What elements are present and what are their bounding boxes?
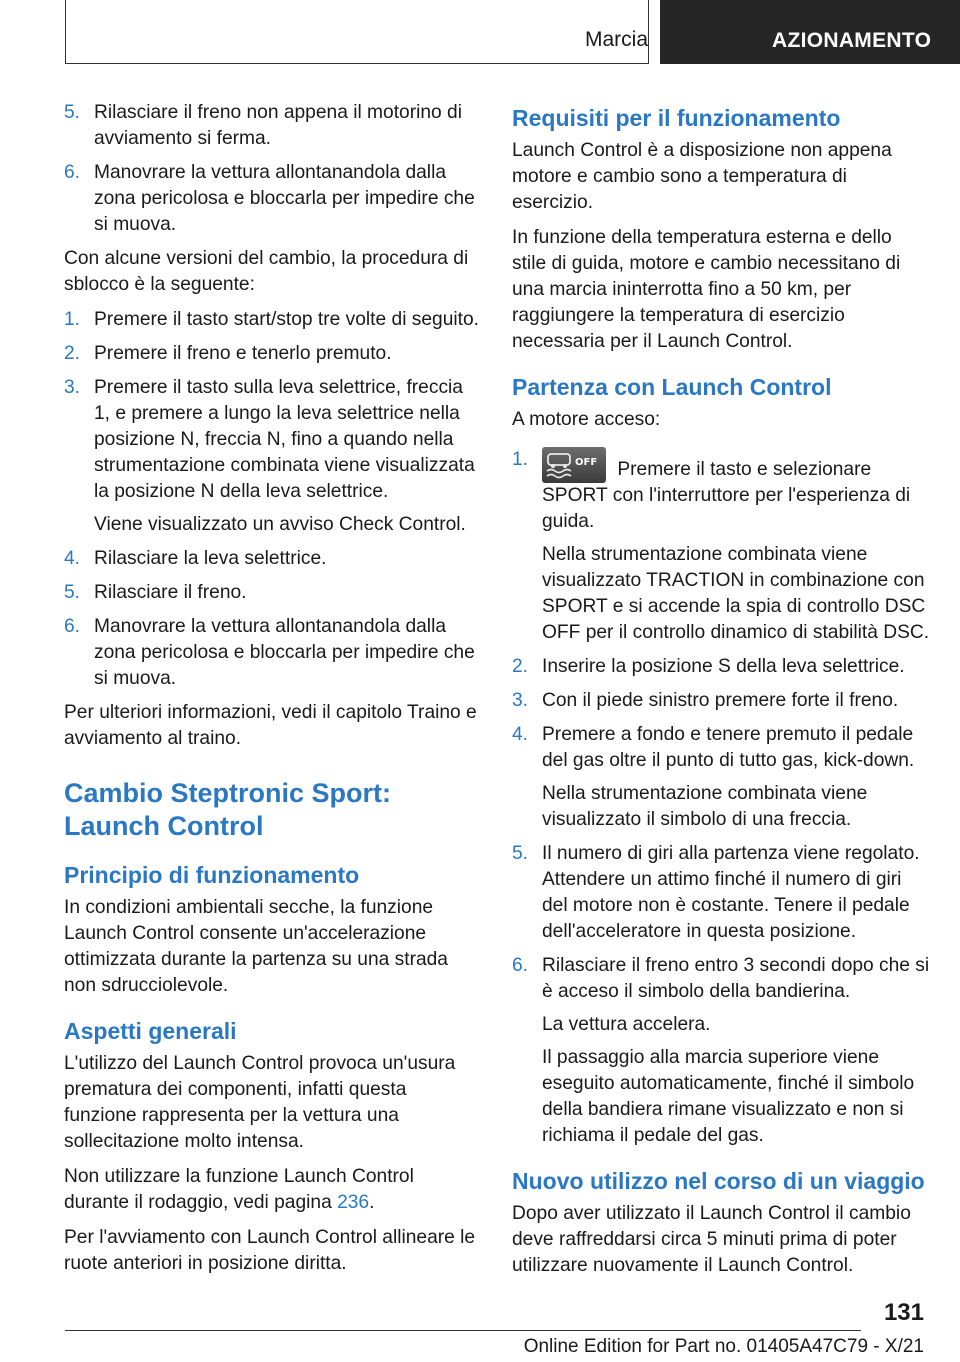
unlock-steps-list [64,307,482,692]
subsection-title: Partenza con Launch Control [512,374,832,400]
paragraph: In funzione della temperatura esterna e dello stile di guida, motore e cambio necessitano di una marcia ininterrotta fino a 50 km, per raggiungere la temperatura di esercizio necessaria per il Launch Control. [512,227,901,352]
paragraph: Launch Control è a disposizione non appena motore e cambio sono a temperatura di esercizio. [512,140,892,213]
paragraph: L'utilizzo del Launch Control provoca un'usura prematura dei componenti, infatti questa funzione rappresenta per la vettura una sollecitazione molto intensa. [64,1053,456,1152]
list-item: 1. OFF Premere il tasto e selezionare SPORT con l'interruttore per l'esperienza di guida. Nella strumentazione combinata viene visualizzato TRACTION in combinazione con SPORT e si accende la spia di controllo DSC OFF per il controllo dinamico di stabilità DSC. [512,449,930,643]
subsection-title: Requisiti per il funzionamento [512,105,841,131]
list-item: 4. Premere a fondo e tenere premuto il pedale del gas oltre il punto di tutto gas, kick-down. Nella strumentazione combinata viene visualizzato il simbolo di una freccia. [512,724,915,830]
right-column [512,100,930,1288]
list-item: 5. Rilasciare il freno. [64,582,247,603]
list-item: 2. Inserire la posizione S della leva selettrice. [512,656,905,677]
paragraph: In condizioni ambientali secche, la funzione Launch Control consente un'accelerazione ottimizzata durante la partenza su una strada non sdrucciolevole. [64,897,448,996]
launch-steps-list [512,447,930,1149]
footer-edition: Online Edition for Part no. 01405A47C79 - X/21 [523,1336,924,1357]
section-title: Cambio Steptronic Sport: Launch Control [64,778,392,841]
paragraph: Non utilizzare la funzione Launch Control durante il rodaggio, vedi pagina 236. [64,1166,414,1213]
dsc-off-icon [542,447,606,483]
subsection-title: Nuovo utilizzo nel corso di un viaggio [512,1168,925,1194]
list-item: 6. Manovrare la vettura allontanandola dalla zona pericolosa e bloccarla per impedire che si muova. [64,616,475,689]
subsection-title: Aspetti generali [64,1018,237,1044]
left-column [64,100,482,1286]
footer-divider [65,1330,861,1331]
list-item: 6. Rilasciare il freno entro 3 secondi dopo che si è acceso il simbolo della bandierina. La vettura accelera. Il passaggio alla marcia superiore viene eseguito automaticamente, finché il simbolo della bandiera rimane visualizzato e non si richiama il pedale del gas. [512,955,930,1146]
header-section: Marcia [584,28,648,51]
list-item: 5. Rilasciare il freno non appena il motorino di avviamento si ferma. [64,102,462,149]
paragraph: Dopo aver utilizzato il Launch Control il cambio deve raffreddarsi circa 5 minuti prima di poter utilizzare nuovamente il Launch Control. [512,1203,911,1276]
steps-list-continued [64,100,482,238]
paragraph: Per ulteriori informazioni, vedi il capitolo Traino e avviamento al traino. [64,702,477,749]
list-item: 6. Manovrare la vettura allontanandola dalla zona pericolosa e bloccarla per impedire che si muova. [64,162,475,235]
subsection-title: Principio di funzionamento [64,862,360,888]
list-item: 1. Premere il tasto start/stop tre volte di seguito. [64,309,479,330]
list-item: 3. Con il piede sinistro premere forte il freno. [512,690,899,711]
svg-text:OFF: OFF [575,457,598,468]
page-link[interactable]: 236 [337,1192,370,1213]
list-item: 2. Premere il freno e tenerlo premuto. [64,343,392,364]
page-number: 131 [883,1299,924,1326]
header-chapter: AZIONAMENTO [660,0,960,64]
paragraph: Per l'avviamento con Launch Control allineare le ruote anteriori in posizione diritta. [64,1227,476,1274]
paragraph: Con alcune versioni del cambio, la procedura di sblocco è la seguente: [64,248,469,295]
paragraph: A motore acceso: [512,409,661,430]
list-item: 3. Premere il tasto sulla leva selettrice, freccia 1, e premere a lungo la leva selettrice nella posizione N, freccia N, fino a quando nella strumentazione combinata viene visualizzata la posizione N della leva selettrice. Viene visualizzato un avviso Check Control. [64,377,475,535]
list-item: 5. Il numero di giri alla partenza viene regolato. Attendere un attimo finché il numero di giri del motore non è costante. Tenere il pedale dell'acceleratore in questa posizione. [512,843,920,942]
list-item: 4. Rilasciare la leva selettrice. [64,548,327,569]
